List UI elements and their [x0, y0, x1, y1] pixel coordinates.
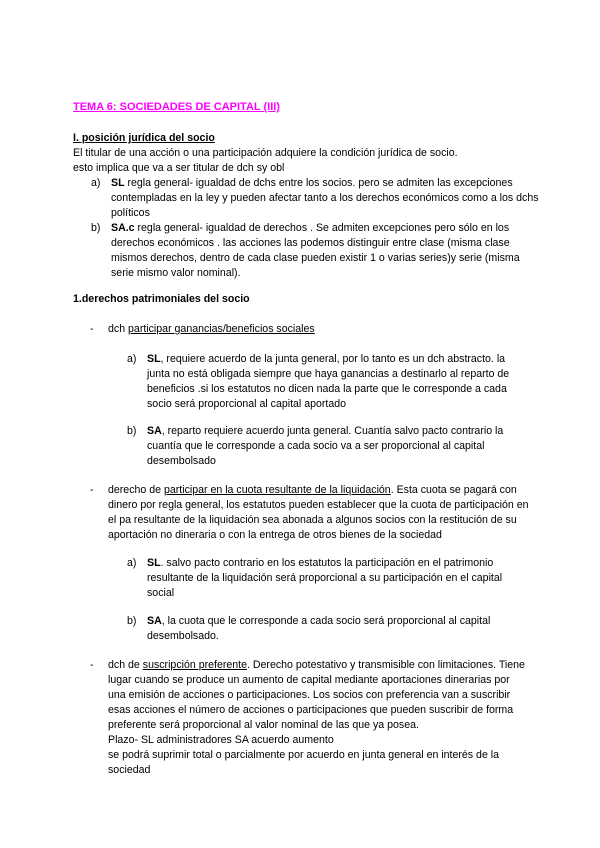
- list-label: a): [127, 353, 137, 365]
- bullet-item: [90, 483, 530, 543]
- bullet-line: se podrá suprimir total o parcialmente por acuerdo en junta general en interés de la sociedad: [108, 749, 500, 776]
- list-bold: SA: [147, 425, 162, 437]
- intro-line-2: esto implica que va a ser titular de dch sy obl: [73, 162, 285, 174]
- bullet-line: Plazo- SL administradores SA acuerdo aumento: [108, 734, 334, 746]
- list-item: [91, 176, 543, 221]
- list-rest: regla general- igualdad de dchs entre los socios. pero se admiten las excepciones contempladas en la ley y pueden afectar tanto a los derechos económicos como a los dchs políticos: [111, 177, 539, 219]
- bullet-prefix: derecho de: [108, 484, 164, 496]
- section-heading: [73, 131, 543, 146]
- list-text: [111, 221, 543, 281]
- list-item: [91, 221, 543, 281]
- list-bold: SL: [147, 557, 161, 569]
- list-label: b): [127, 425, 137, 437]
- section-posicion-juridica: [73, 131, 543, 281]
- bullet-dash: -: [90, 323, 94, 335]
- list-bold: SA: [147, 615, 162, 627]
- intro-line-1: El titular de una acción o una participación adquiere la condición jurídica de socio.: [73, 147, 458, 159]
- bullet-rest: . Esta cuota se pagará con dinero por regla general, los estatutos pueden establecer que la cuota de participación en el pa resultante de la liquidación sea abonada a algunos socios con la restitución de su aportación no dineraria o con la entrega de otros bienes de la sociedad: [108, 484, 529, 541]
- sub-list-item: [127, 556, 527, 601]
- bullet-underlined: participar ganancias/beneficios sociales: [128, 323, 315, 335]
- bullet-item: [90, 658, 530, 778]
- list-label: b): [91, 222, 101, 234]
- bullet-underlined: participar en la cuota resultante de la liquidación: [163, 484, 391, 496]
- list-bold: SL: [111, 177, 125, 189]
- document-title: TEMA 6: SOCIEDADES DE CAPITAL (III): [73, 101, 280, 113]
- bullet-text: [108, 322, 530, 337]
- bullet-item: [90, 322, 530, 337]
- list-bold: SA.c: [111, 222, 135, 234]
- list-rest: , la cuota que le corresponde a cada socio será proporcional al capital desembolsado.: [147, 615, 491, 642]
- sub-list-item: [127, 352, 527, 412]
- list-rest: , reparto requiere acuerdo junta general. Cuantía salvo pacto contrario la cuantía que le corresponde a cada socio va a ser proporcional al capital desembolsado: [147, 425, 504, 467]
- bullet-dash: -: [90, 484, 94, 496]
- list-label: a): [127, 557, 137, 569]
- sub-list-item: [127, 614, 527, 644]
- bullet-prefix: dch: [108, 323, 129, 335]
- list-text: [111, 176, 543, 221]
- list-text: [147, 614, 527, 644]
- list-rest: . salvo pacto contrario en los estatutos la participación en el patrimonio resultante de la liquidación será proporcional a su participación en el capital social: [147, 557, 503, 599]
- list-text: [147, 424, 527, 469]
- bullet-text: [108, 658, 530, 733]
- sub-list-item: [127, 424, 527, 469]
- list-text: [147, 556, 527, 601]
- section-heading-derechos: 1.derechos patrimoniales del socio: [73, 293, 250, 305]
- list-label: a): [91, 177, 101, 189]
- list-label: b): [127, 615, 137, 627]
- list-rest: regla general- igualdad de derechos . Se admiten excepciones pero sólo en los derechos económicos . las acciones las podemos distinguir entre clase (misma clase mismos derechos, dentro de cada clase pueden existir 1 o varias series)y serie (misma serie mismo valor nominal).: [111, 222, 520, 279]
- bullet-text: [108, 483, 530, 543]
- section-heading-text: I. posición jurídica del socio: [73, 132, 215, 144]
- bullet-prefix: dch de: [108, 659, 143, 671]
- bullet-dash: -: [90, 659, 94, 671]
- bullet-rest: . Derecho potestativo y transmisible con limitaciones. Tiene lugar cuando se produce un aumento de capital mediante aportaciones dinerarias por una emisión de acciones o participaciones. Los socios con preferencia van a suscribir esas acciones el número de acciones o participaciones que pueden suscribir de forma preferente será proporcional al valor nominal de las que ya posea.: [108, 659, 525, 731]
- list-rest: , requiere acuerdo de la junta general, por lo tanto es un dch abstracto. la junta no está obligada siempre que haya ganancias a destinarlo al reparto de beneficios .si los estatutos no dicen nada la parte que le corresponde a cada socio será proporcional al capital aportado: [147, 353, 510, 410]
- list-bold: SL: [147, 353, 161, 365]
- bullet-underlined: suscripción preferente: [142, 659, 247, 671]
- list-text: [147, 352, 527, 412]
